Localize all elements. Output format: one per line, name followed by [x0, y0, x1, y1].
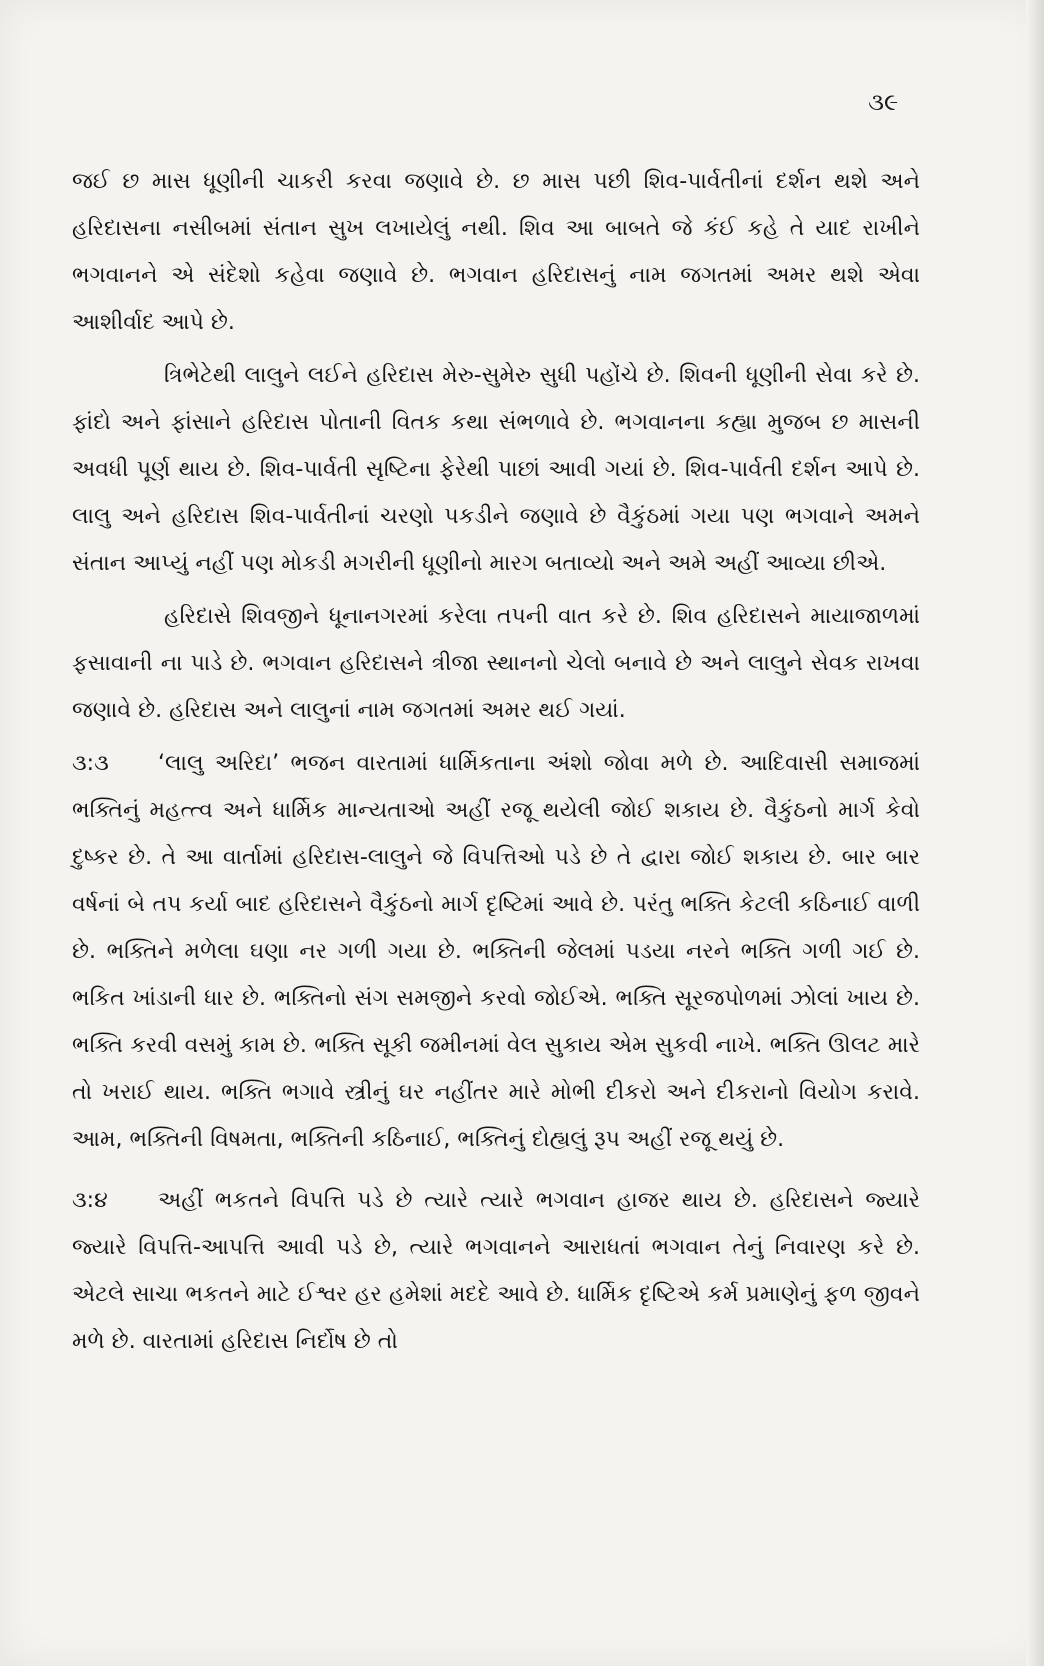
page-edge-shadow — [1026, 0, 1044, 1666]
section-number: ૩:૪ — [72, 1188, 108, 1213]
section-text: અહીં ભકતને વિપત્તિ પડે છે ત્યારે ત્યારે ભગવાન હાજર થાય છે. હરિદાસને જ્યારે જ્યારે વિપત્તિ-આપત્તિ આવી પડે છે, ત્યારે ભગવાનને આરાધતાં ભગવાન તેનું નિવારણ કરે છે. એટલે સાચા ભકતને માટે ઈશ્વર હર હમેશાં મદદે આવે છે. ધાર્મિક દૃષ્ટિએ કર્મ પ્રમાણેનું ફળ જીવને મળે છે. વારતામાં હરિદાસ નિર્દોષ છે તો — [72, 1188, 921, 1354]
section-number: ૩:૩ — [72, 751, 109, 776]
paragraph-1: જઈ છ માસ ધૂણીની ચાકરી કરવા જણાવે છે. છ માસ પછી શિવ-પાર્વતીનાં દર્શન થશે અને હરિદાસના નસીબમાં સંતાન સુખ લખાયેલું નથી. શિવ આ બાબતે જે કંઈ કહે તે યાદ રાખીને ભગવાનને એ સંદેશો કહેવા જણાવે છે. ભગવાન હરિદાસનું નામ જગતમાં અમર થશે એવા આશીર્વાદ આપે છે. — [72, 169, 920, 335]
section-text: ‘લાલુ અરિદા’ ભજન વારતામાં ધાર્મિકતાના અંશો જોવા મળે છે. આદિવાસી સમાજમાં ભક્તિનું મહત્ત્વ અને ધાર્મિક માન્યતાઓ અહીં રજૂ થયેલી જોઈ શકાય છે. વૈકુંઠનો માર્ગ કેવો દુષ્કર છે. તે આ વાર્તામાં હરિદાસ-લાલુને જે વિપત્તિઓ પડે છે તે દ્વારા જોઈ શકાય છે. બાર બાર વર્ષનાં બે તપ કર્યા બાદ હરિદાસને વૈકુંઠનો માર્ગ દૃષ્ટિમાં આવે છે. પરંતુ ભક્તિ કેટલી કઠિનાઈ વાળી છે. ભક્તિને મળેલા ઘણા નર ગળી ગયા છે. ભક્તિની જેલમાં પડયા નરને ભક્તિ ગળી ગઈ છે. ભકિત ખાંડાની ધાર છે. ભક્તિનો સંગ સમજીને કરવો જોઈએ. ભક્તિ સૂરજપોળમાં ઝોલાં ખાય છે. ભક્તિ કરવી વસમું કામ છે. ભક્તિ સૂકી જમીનમાં વેલ સુકાય એમ સુકવી નાખે. ભક્તિ ઊલટ મારે તો ખરાઈ થાય. ભક્તિ ભગાવે સ્ત્રીનું ઘર નહીંતર મારે મોભી દીકરો અને દીકરાનો વિયોગ કરાવે. આમ, ભક્તિની વિષમતા, ભક્તિની કઠિનાઈ, ભક્તિનું દોહ્યલું રૂપ અહીં રજૂ થયું છે. — [72, 751, 920, 1152]
section-gap — [72, 1167, 920, 1177]
paragraph-2: ત્રિભેટેથી લાલુને લઈને હરિદાસ મેરુ-સુમેરુ સુધી પહોંચે છે. શિવની ધૂણીની સેવા કરે છે. ફાંદો અને ફાંસાને હરિદાસ પોતાની વિતક કથા સંભળાવે છે. ભગવાનના કહ્યા મુજબ છ માસની અવધી પૂર્ણ થાય છે. શિવ-પાર્વતી સૃષ્ટિના ફેરેથી પાછાં આવી ગયાં છે. શિવ-પાર્વતી દર્શન આપે છે. લાલુ અને હરિદાસ શિવ-પાર્વતીનાં ચરણો પકડીને જણાવે છે વૈકુંઠમાં ગયા પણ ભગવાને અમને સંતાન આપ્યું નહીં પણ મોકડી મગરીની ધૂણીનો મારગ બતાવ્યો અને અમે અહીં આવ્યા છીએ. — [72, 363, 920, 576]
page-body — [72, 158, 920, 1369]
section-3-4 — [72, 1177, 920, 1365]
page-number: ૩૯ — [868, 88, 899, 116]
paragraph-3: હરિદાસે શિવજીને ધૂનાનગરમાં કરેલા તપની વાત કરે છે. શિવ હરિદાસને માયાજાળમાં ફસાવાની ના પાડે છે. ભગવાન હરિદાસને ત્રીજા સ્થાનનો ચેલો બનાવે છે અને લાલુને સેવક રાખવા જણાવે છે. હરિદાસ અને લાલુનાં નામ જગતમાં અમર થઈ ગયાં. — [72, 604, 920, 723]
section-3-3 — [72, 740, 920, 1163]
